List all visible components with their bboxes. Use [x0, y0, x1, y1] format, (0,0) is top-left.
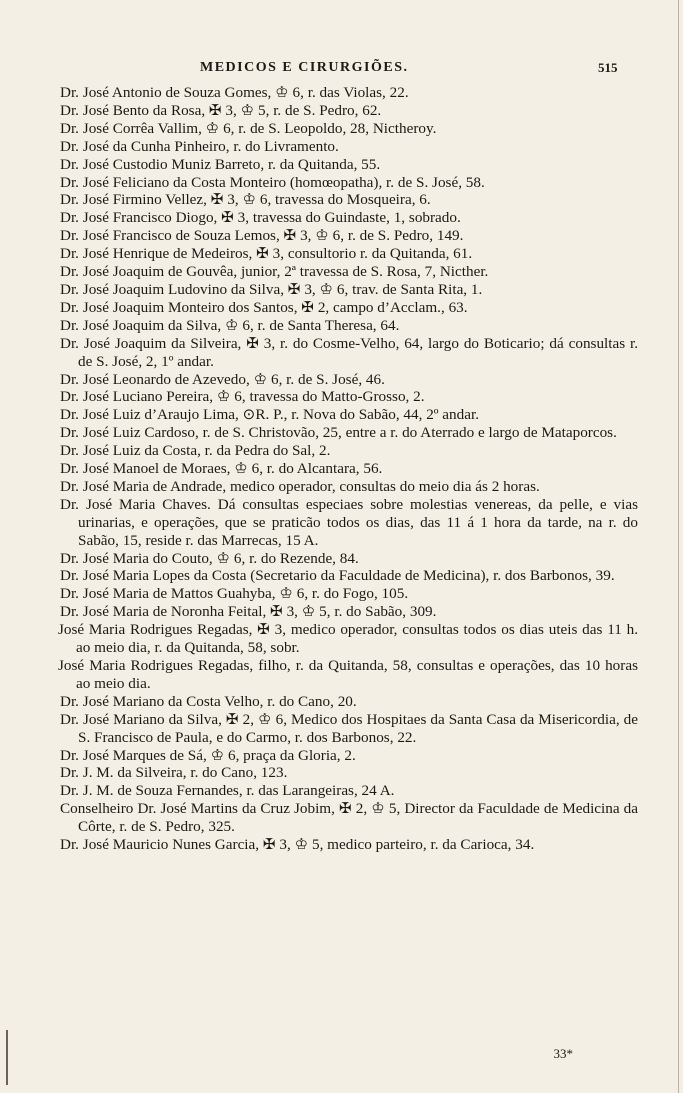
- list-item: Dr. José Antonio de Souza Gomes, ♔ 6, r. das Violas, 22.: [60, 84, 409, 101]
- list-item: Dr. José Maria Chaves. Dá consultas especiaes sobre molestias venereas, da pelle, e vias urinarias, e operações, que se praticão todos os dias, das 11 á 1 hora da tarde, na r. do Sabão, 15, reside r. das Marrecas, 15 A.: [60, 495, 638, 549]
- running-header: [0, 58, 683, 82]
- list-item: Dr. José Mariano da Silva, ✠ 2, ♔ 6, Medico dos Hospitaes da Santa Casa da Misericordia, de S. Francisco de Paula, e do Carmo, r. dos Barbonos, 22.: [60, 710, 638, 746]
- list-item: Dr. José Leonardo de Azevedo, ♔ 6, r. de S. José, 46.: [60, 370, 385, 388]
- list-item: Dr. José Henrique de Medeiros, ✠ 3, consultorio r. da Quitanda, 61.: [60, 245, 473, 263]
- list-item: Dr. José Feliciano da Costa Monteiro (homœopatha), r. de S. José, 58.: [60, 173, 485, 191]
- list-item: Dr. José Marques de Sá, ♔ 6, praça da Gloria, 2.: [60, 746, 356, 764]
- list-item: Dr. José Francisco de Souza Lemos, ✠ 3, ♔ 6, r. de S. Pedro, 149.: [60, 227, 464, 245]
- page-edge-rule: [678, 0, 679, 1093]
- page-number: 515: [598, 60, 618, 75]
- list-item: Dr. José Mariano da Costa Velho, r. do Cano, 20.: [60, 692, 357, 710]
- entries-list: [60, 84, 638, 854]
- list-item: Dr. José Maria de Mattos Guahyba, ♔ 6, r. do Fogo, 105.: [60, 585, 409, 603]
- list-item: Dr. J. M. da Silveira, r. do Cano, 123.: [60, 764, 288, 782]
- list-item: Dr. José Joaquim da Silva, ♔ 6, r. de Santa Theresa, 64.: [60, 316, 400, 334]
- list-item: José Maria Rodrigues Regadas, ✠ 3, medico operador, consultas todos os dias uteis das 11 h. ao meio dia, r. da Quitanda, 58, sobr.: [58, 621, 638, 657]
- list-item: Dr. José da Cunha Pinheiro, r. do Livramento.: [60, 137, 339, 155]
- list-item: Dr. José Luiz Cardoso, r. de S. Christovão, 25, entre a r. do Aterrado e largo de Mataporcos.: [60, 424, 617, 442]
- list-item: Dr. José Mauricio Nunes Garcia, ✠ 3, ♔ 5, medico parteiro, r. da Carioca, 34.: [60, 836, 535, 854]
- list-item: Dr. José Francisco Diogo, ✠ 3, travessa do Guindaste, 1, sobrado.: [60, 209, 461, 227]
- list-item: José Maria Rodrigues Regadas, filho, r. da Quitanda, 58, consultas e operações, das 10 horas ao meio dia.: [58, 657, 638, 692]
- printer-signature: 33*: [553, 1046, 573, 1061]
- page-title: MEDICOS E CIRURGIÕES.: [200, 60, 409, 75]
- list-item: Dr. José Maria de Noronha Feital, ✠ 3, ♔ 5, r. do Sabão, 309.: [60, 603, 437, 621]
- list-item: Dr. José Firmino Vellez, ✠ 3, ♔ 6, travessa do Mosqueira, 6.: [60, 191, 431, 209]
- list-item: Dr. José Joaquim Monteiro dos Santos, ✠ 2, campo d’Acclam., 63.: [60, 298, 468, 316]
- list-item: Dr. José Luiz d’Araujo Lima, ⊙R. P., r. Nova do Sabão, 44, 2º andar.: [60, 406, 479, 424]
- list-item: Dr. José Bento da Rosa, ✠ 3, ♔ 5, r. de S. Pedro, 62.: [60, 101, 382, 119]
- list-item: Dr. José Luiz da Costa, r. da Pedra do Sal, 2.: [60, 442, 331, 460]
- list-item: Dr. José Joaquim Ludovino da Silva, ✠ 3, ♔ 6, trav. de Santa Rita, 1.: [60, 280, 483, 298]
- list-item: Dr. José Corrêa Vallim, ♔ 6, r. de S. Leopoldo, 28, Nictheroy.: [60, 119, 437, 137]
- list-item: Dr. José Luciano Pereira, ♔ 6, travessa do Matto-Grosso, 2.: [60, 388, 425, 406]
- list-item: Dr. José Custodio Muniz Barreto, r. da Quitanda, 55.: [60, 155, 381, 173]
- list-item: Dr. José Maria de Andrade, medico operador, consultas do meio dia ás 2 horas.: [60, 477, 540, 495]
- list-item: Conselheiro Dr. José Martins da Cruz Jobim, ✠ 2, ♔ 5, Director da Faculdade de Medicina da Côrte, r. de S. Pedro, 325.: [60, 800, 638, 836]
- list-item: Dr. José Joaquim de Gouvêa, junior, 2ª travessa de S. Rosa, 7, Nicther.: [60, 263, 489, 281]
- list-item: Dr. J. M. de Souza Fernandes, r. das Larangeiras, 24 A.: [60, 782, 395, 800]
- list-item: Dr. José Joaquim da Silveira, ✠ 3, r. do Cosme-Velho, 64, largo do Boticario; dá consultas r. de S. José, 2, 1º andar.: [60, 334, 638, 370]
- list-item: Dr. José Maria do Couto, ♔ 6, r. do Rezende, 84.: [60, 549, 359, 567]
- left-margin-mark: [6, 1030, 8, 1085]
- list-item: Dr. José Maria Lopes da Costa (Secretario da Faculdade de Medicina), r. dos Barbonos, 39.: [60, 567, 615, 585]
- list-item: Dr. José Manoel de Moraes, ♔ 6, r. do Alcantara, 56.: [60, 460, 383, 478]
